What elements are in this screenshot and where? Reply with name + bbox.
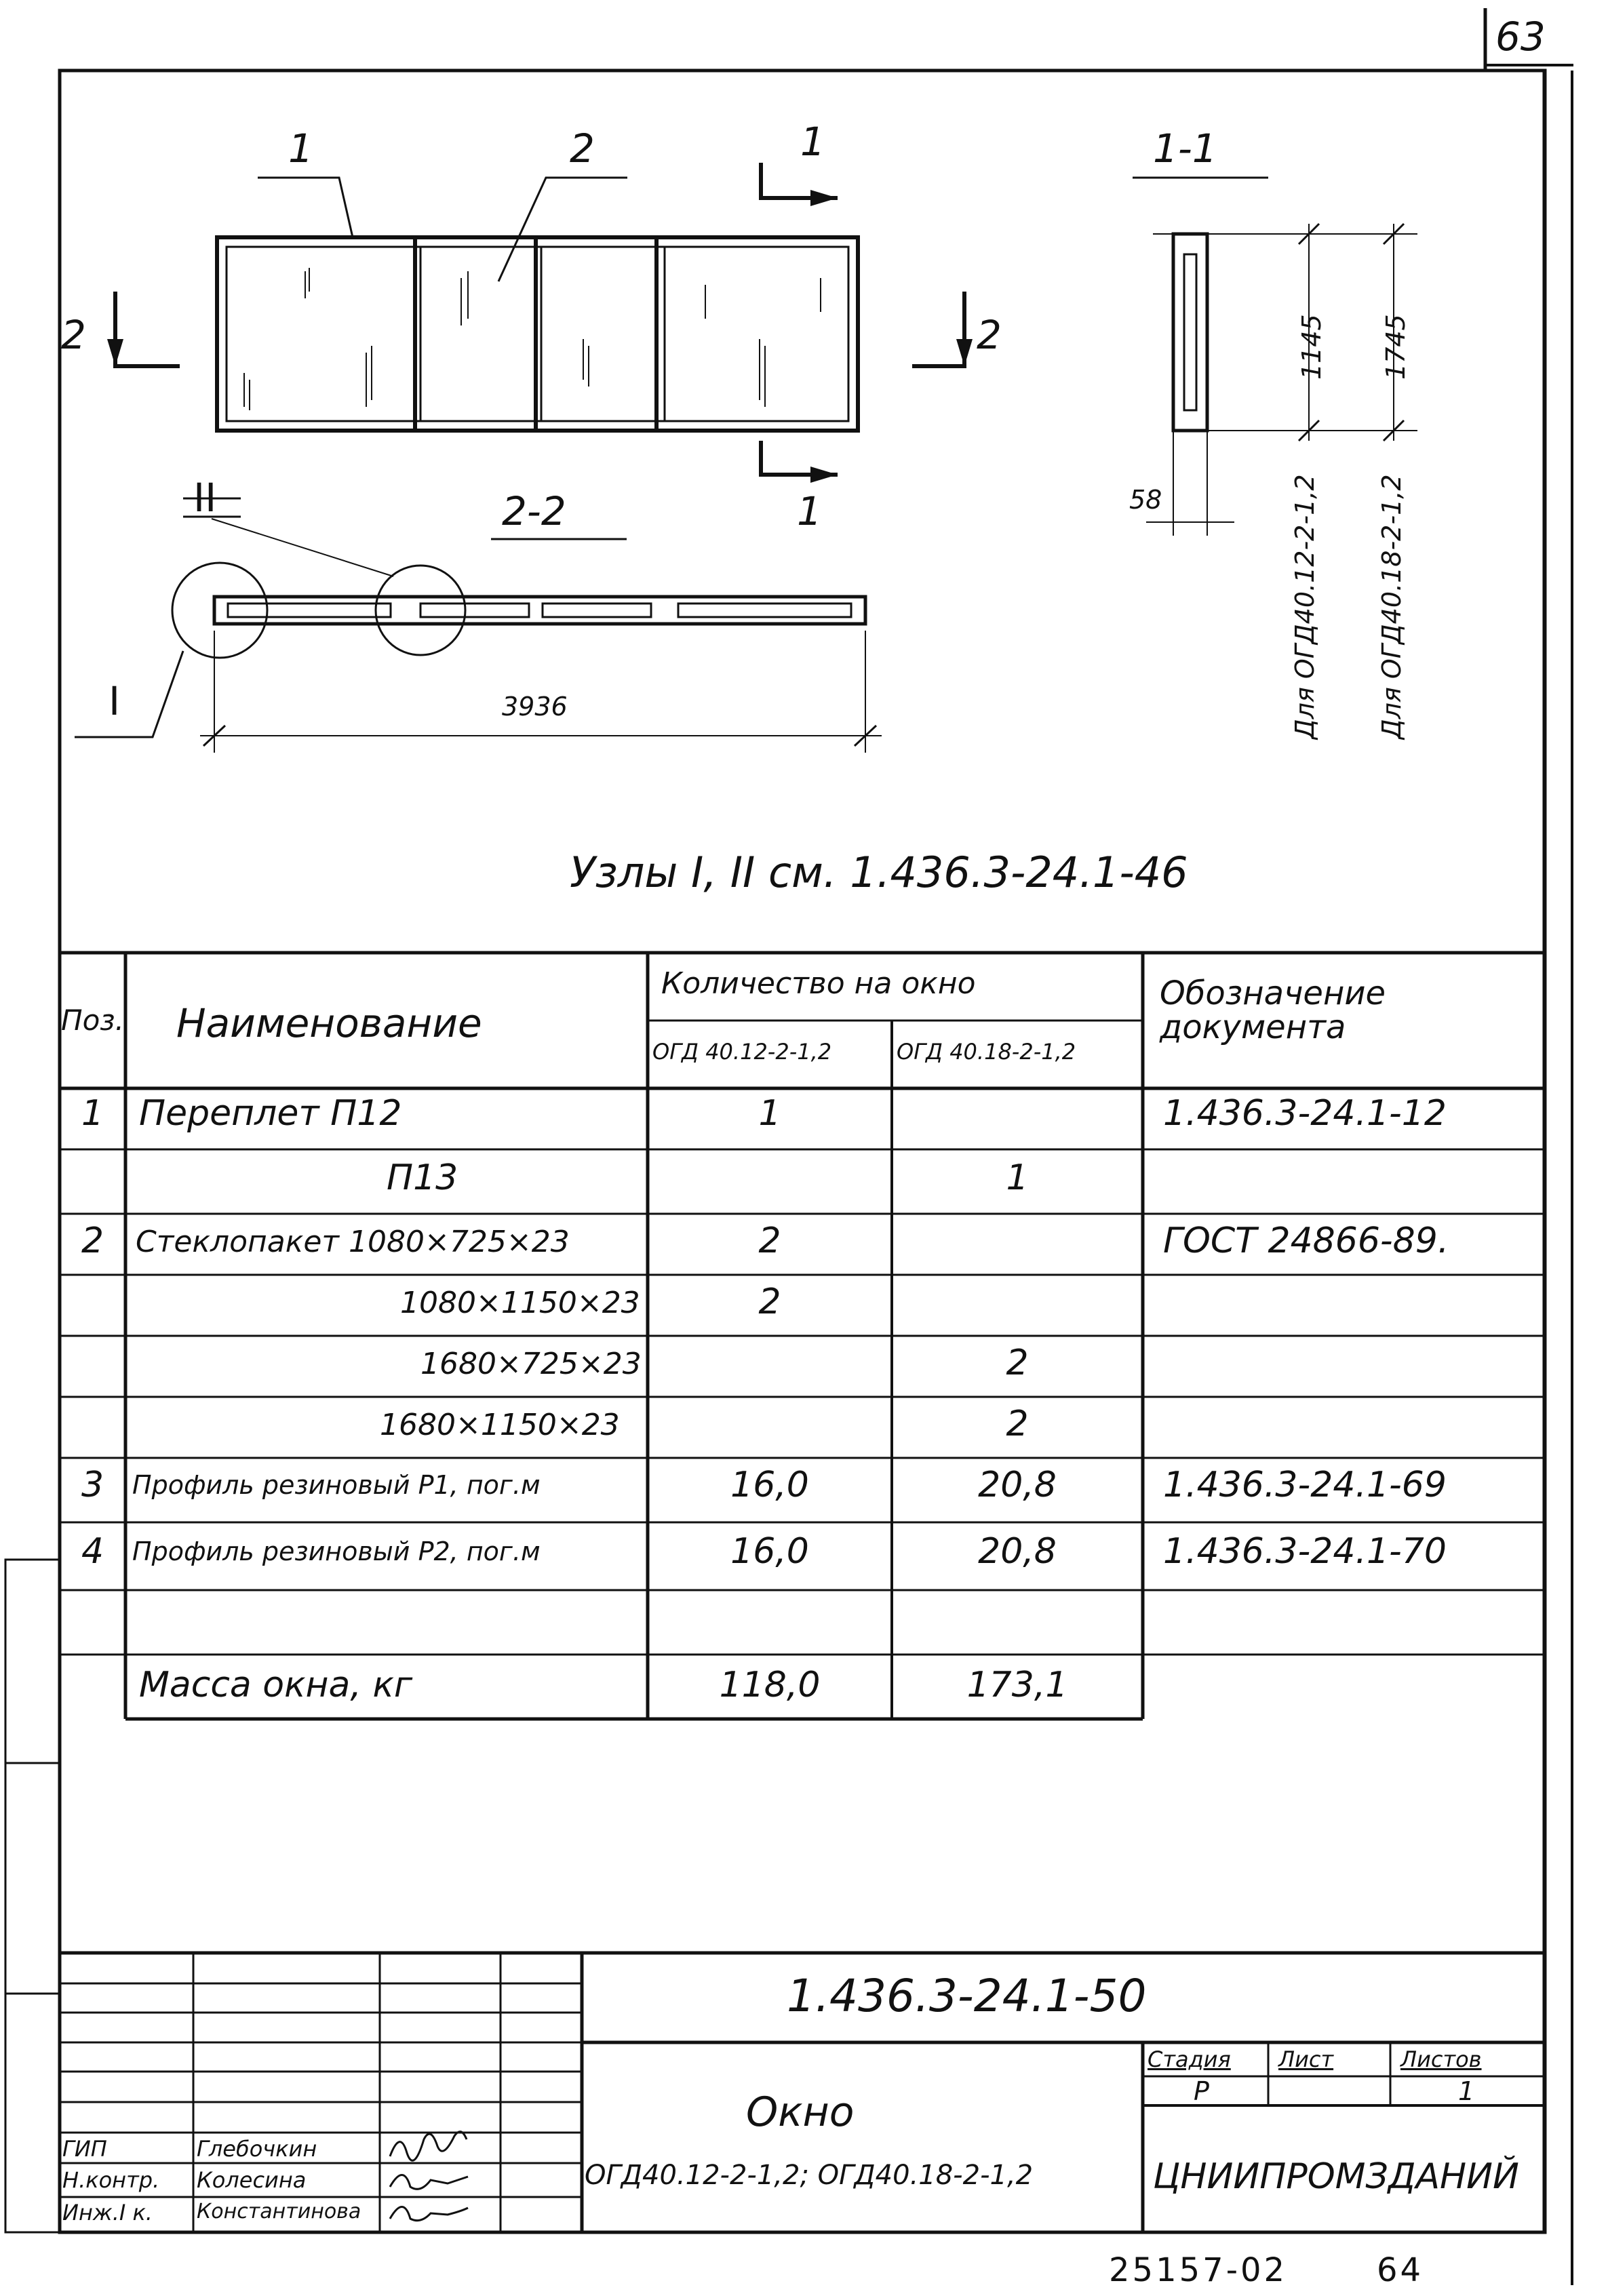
table-cell-name: Профиль резиновый Р2, пог.м (132, 1537, 541, 1566)
table-cell-name: 1680×1150×23 (380, 1408, 620, 1442)
table-cell-pos: 2 (81, 1221, 104, 1261)
table-cell-name: 1680×725×23 (420, 1347, 642, 1381)
col-header-pos: Поз. (61, 1004, 124, 1037)
table-cell-qty-a: 2 (758, 1282, 781, 1322)
col-header-qty-b: ОГД 40.18-2-1,2 (897, 1039, 1076, 1065)
section-mark-right: 2 (977, 312, 1002, 358)
section-mark-top: 1 (800, 119, 825, 165)
dim-length: 3936 (502, 692, 568, 721)
label-for-b: Для ОГД40.18-2-1,2 (1377, 474, 1407, 739)
sheets-header: Листов (1400, 2046, 1482, 2072)
drawing-code: 1.436.3-24.1-50 (787, 1970, 1147, 2022)
table-cell-qty-b: 2 (1006, 1343, 1029, 1383)
table-cell-doc: 1.436.3-24.1-70 (1163, 1531, 1447, 1572)
archive-number: 25157-02 (1109, 2251, 1288, 2289)
table-cell-qty-a: 1 (758, 1093, 781, 1134)
node-I-label: I (109, 678, 121, 724)
table-cell-name: Масса окна, кг (139, 1665, 413, 1705)
table-cell-pos: 3 (81, 1465, 104, 1505)
page-number: 63 (1495, 14, 1546, 60)
callout-1: 1 (288, 125, 313, 172)
table-cell-name: Переплет П12 (139, 1093, 402, 1134)
table-cell-doc: 1.436.3-24.1-12 (1163, 1093, 1447, 1134)
node-II-label: II (193, 475, 217, 521)
section-mark-bottom: 1 (797, 488, 822, 534)
table-cell-qty-b: 20,8 (978, 1465, 1057, 1505)
table-cell-doc: ГОСТ 24866-89. (1163, 1221, 1449, 1261)
table-cell-name: 1080×1150×23 (400, 1286, 640, 1320)
drawing-title: Окно (746, 2089, 855, 2136)
sheet-header: Лист (1278, 2046, 1334, 2072)
dim-depth: 58 (1129, 485, 1162, 515)
table-cell-name: Стеклопакет 1080×725×23 (136, 1225, 570, 1259)
table-cell-doc: 1.436.3-24.1-69 (1163, 1465, 1447, 1505)
nodes-note: Узлы I, II см. 1.436.3-24.1-46 (570, 848, 1188, 897)
section-1-1-title: 1-1 (1153, 125, 1217, 172)
col-header-name: Наименование (176, 1000, 482, 1046)
sheets-value: 1 (1458, 2076, 1475, 2106)
table-cell-qty-a: 16,0 (730, 1531, 809, 1572)
col-header-qty-a: ОГД 40.12-2-1,2 (652, 1039, 832, 1065)
table-cell-qty-a: 2 (758, 1221, 781, 1261)
table-cell-pos: 1 (81, 1093, 104, 1134)
table-cell-pos: 4 (81, 1531, 104, 1572)
label-for-a: Для ОГД40.12-2-1,2 (1290, 474, 1320, 739)
table-cell-name: П13 (387, 1157, 458, 1198)
section-2-2-title: 2-2 (502, 488, 566, 534)
footer-page: 64 (1377, 2251, 1424, 2289)
table-cell-qty-b: 2 (1006, 1404, 1029, 1444)
col-header-doc: Обозначение документа (1160, 974, 1386, 1047)
role-nkontr: Н.контр. (62, 2167, 160, 2193)
table-cell-qty-a: 118,0 (719, 1665, 821, 1705)
name-gip: Глебочкин (197, 2136, 317, 2162)
table-cell-qty-a: 16,0 (730, 1465, 809, 1505)
role-gip: ГИП (62, 2136, 107, 2162)
role-inzh: Инж.I к. (62, 2200, 153, 2225)
dim-height-a: 1145 (1297, 314, 1327, 380)
table-cell-qty-b: 1 (1006, 1157, 1029, 1198)
stage-value: Р (1194, 2076, 1209, 2106)
table-cell-qty-b: 20,8 (978, 1531, 1057, 1572)
col-header-qty: Количество на окно (661, 966, 976, 1001)
callout-2: 2 (570, 125, 595, 172)
dim-height-b: 1745 (1381, 314, 1411, 380)
table-cell-qty-b: 173,1 (966, 1665, 1068, 1705)
name-inzh: Константинова (197, 2200, 361, 2223)
name-nkontr: Колесина (197, 2167, 307, 2193)
drawing-subtitle: ОГД40.12-2-1,2; ОГД40.18-2-1,2 (585, 2160, 1034, 2191)
table-cell-name: Профиль резиновый Р1, пог.м (132, 1470, 541, 1500)
section-mark-left: 2 (61, 312, 86, 358)
organization: ЦНИИПРОМЗДАНИЙ (1153, 2156, 1519, 2197)
stage-header: Стадия (1148, 2046, 1231, 2072)
